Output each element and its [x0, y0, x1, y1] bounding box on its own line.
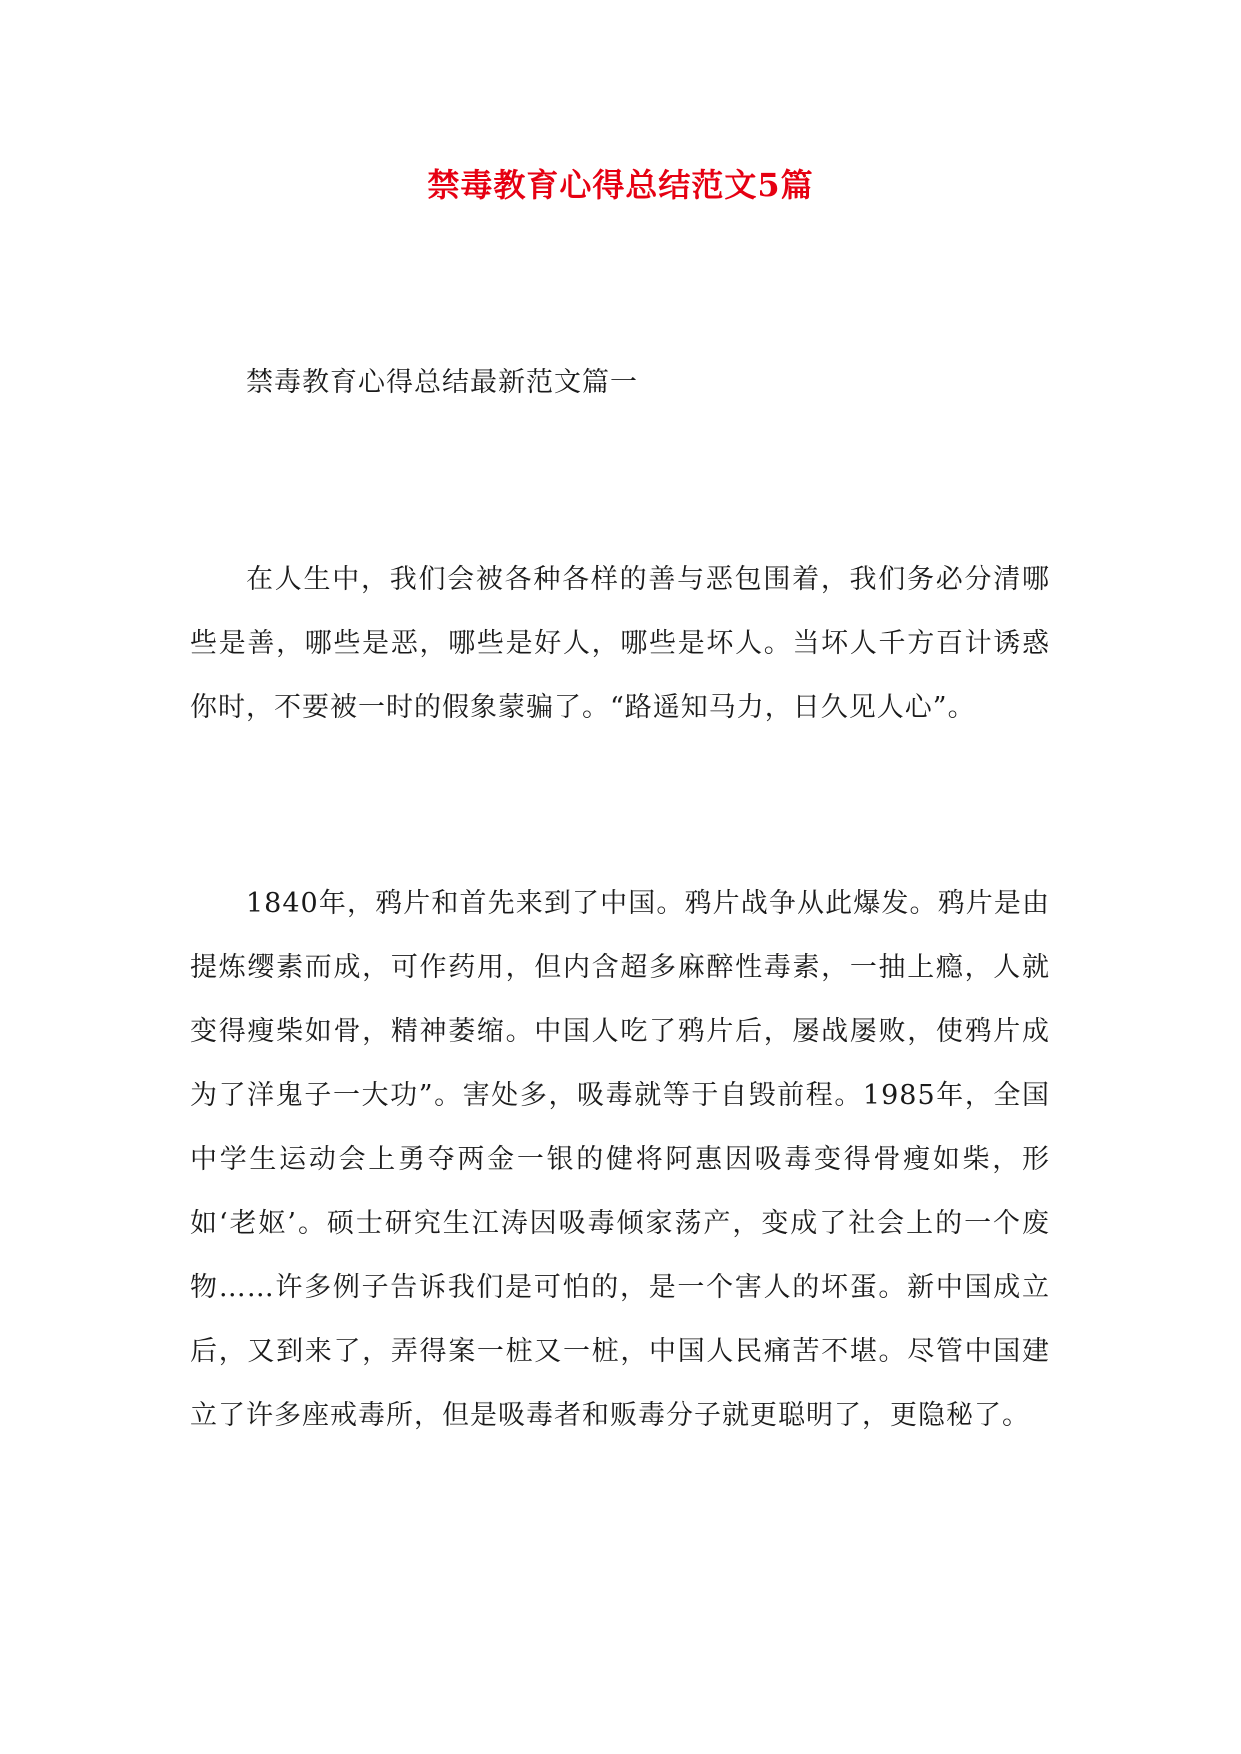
body-paragraph-2: 1840年，鸦片和首先来到了中国。鸦片战争从此爆发。鸦片是由提炼缨素而成，可作药用，但内含超多麻醉性毒素，一抽上瘾，人就变得瘦柴如骨，精神萎缩。中国人吃了鸦片后，屡战屡败，使鸦片成为了洋鬼子一大功”。害处多，吸毒就等于自毁前程。1985年，全国中学生运动会上勇夺两金一银的健将阿惠因吸毒变得骨瘦如柴，形如‘老妪’。硕士研究生江涛因吸毒倾家荡产，变成了社会上的一个废物……许多例子告诉我们是可怕的，是一个害人的坏蛋。新中国成立后，又到来了，弄得案一桩又一桩，中国人民痛苦不堪。尽管中国建立了许多座戒毒所，但是吸毒者和贩毒分子就更聪明了，更隐秘了。 [190, 888, 1050, 1431]
section-heading: 禁毒教育心得总结最新范文篇一 [246, 367, 638, 398]
document-title: 禁毒教育心得总结范文5篇 [427, 166, 814, 204]
body-paragraph-1: 在人生中，我们会被各种各样的善与恶包围着，我们务必分清哪些是善，哪些是恶，哪些是好人，哪些是坏人。当坏人千方百计诱惑你时，不要被一时的假象蒙骗了。“路遥知马力，日久见人心”。 [190, 564, 1050, 723]
